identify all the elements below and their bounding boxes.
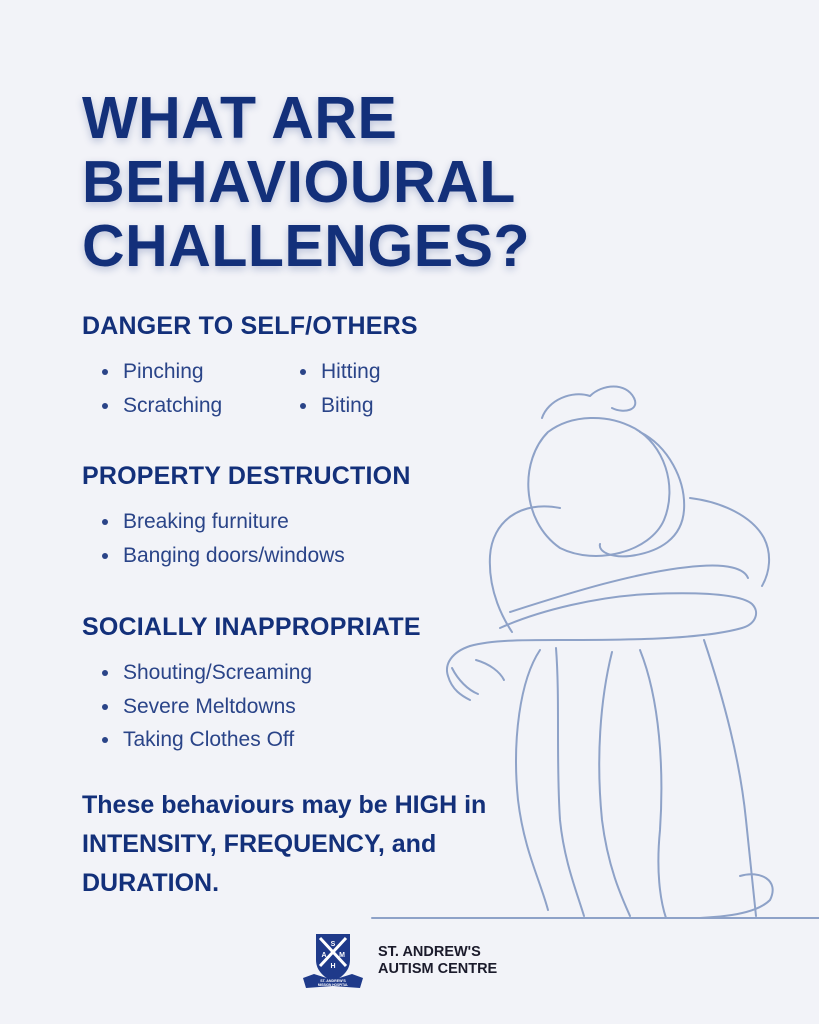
list-item: Banging doors/windows (102, 539, 411, 573)
list-item: Shouting/Screaming (102, 656, 421, 690)
org-line: ST. ANDREW'S (378, 944, 481, 960)
title-line: CHALLENGES? (82, 213, 530, 279)
section-heading: SOCIALLY INAPPROPRIATE (82, 613, 421, 641)
list-item: Breaking furniture (102, 505, 411, 539)
section-danger-to-self-others (82, 312, 500, 422)
org-line: AUTISM CENTRE (378, 961, 498, 977)
list-item: Severe Meltdowns (102, 690, 421, 724)
page-title (82, 86, 530, 278)
crest-letter: S (330, 941, 336, 948)
section-heading: PROPERTY DESTRUCTION (82, 462, 411, 490)
section-heading: DANGER TO SELF/OTHERS (82, 312, 418, 340)
crest-ribbon-text: MISSION HOSPITAL (317, 983, 349, 987)
crest-ribbon-text: ST. ANDREW'S (320, 979, 346, 983)
crest-letter: M (339, 952, 345, 959)
bullet-list (102, 656, 421, 757)
crest-icon (300, 930, 366, 992)
list-item: Hitting (300, 355, 500, 389)
section-property-destruction (82, 462, 411, 572)
bullet-list (102, 505, 411, 572)
crest-letter: A (321, 952, 327, 959)
crest-letter: H (330, 963, 336, 970)
footer-logo (300, 930, 497, 992)
closing-statement: These behaviours may be HIGH in INTENSITY, FREQUENCY, and DURATION. (82, 791, 487, 897)
organization-name (378, 944, 497, 978)
list-item: Taking Clothes Off (102, 723, 421, 757)
title-line: WHAT ARE (82, 85, 398, 151)
list-item: Pinching (102, 355, 300, 389)
list-item: Scratching (102, 389, 300, 423)
list-item: Biting (300, 389, 500, 423)
section-socially-inappropriate (82, 613, 421, 757)
title-line: BEHAVIOURAL (82, 149, 516, 215)
bullet-list (102, 355, 500, 422)
